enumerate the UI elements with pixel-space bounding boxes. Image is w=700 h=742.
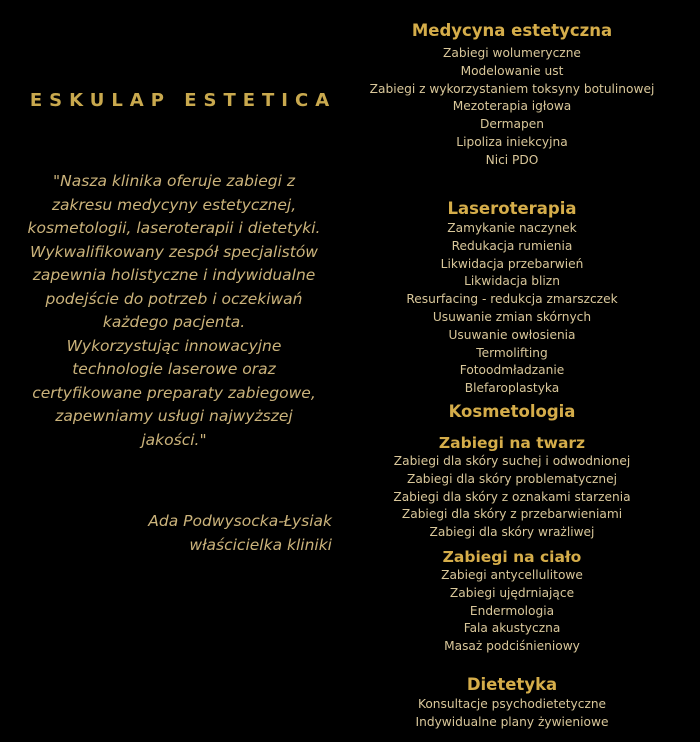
service-item: Zabiegi wolumeryczne xyxy=(443,46,581,60)
service-item: Usuwanie owłosienia xyxy=(448,327,576,342)
section-laseroterapia xyxy=(356,198,668,398)
clinic-quote xyxy=(14,170,334,452)
author-name: Ada Podwysocka-Łysiak xyxy=(148,512,332,530)
service-item: Likwidacja przebarwień xyxy=(440,256,584,271)
quote-line: każdego pacjenta. xyxy=(102,313,246,331)
quote-line: podejście do potrzeb i oczekiwań xyxy=(45,289,303,308)
service-item: Zabiegi dla skóry wrażliwej xyxy=(429,525,595,540)
section-dietetyka xyxy=(356,674,668,732)
service-item: Blefaroplastyka xyxy=(464,381,560,396)
quote-line: "Nasza klinika oferuje zabiegi z xyxy=(53,172,295,190)
brand-title: ESKULAP ESTETICA xyxy=(29,90,337,111)
quote-line: zapewniamy usługi najwyższej xyxy=(55,407,293,425)
service-item: Nici PDO xyxy=(485,152,539,167)
service-item: Redukacja rumienia xyxy=(451,238,573,253)
service-item: Modelowanie ust xyxy=(460,63,564,78)
service-item: Dermapen xyxy=(480,117,544,132)
subsection-title: Zabiegi na ciało xyxy=(442,548,582,566)
subsection-title: Zabiegi na twarz xyxy=(438,434,586,452)
service-item: Mezoterapia igłowa xyxy=(452,99,572,114)
quote-line: Wykorzystując innowacyjne xyxy=(66,336,282,355)
quote-line: technologie laserowe oraz xyxy=(72,360,276,378)
service-item: Zabiegi dla skóry problematycznej xyxy=(406,471,618,486)
service-item: Zabiegi dla skóry z przebarwieniami xyxy=(401,507,623,522)
service-item: Zamykanie naczynek xyxy=(447,221,577,235)
service-item: Masaż podciśnieniowy xyxy=(444,639,580,654)
service-item: Termolifting xyxy=(476,345,548,360)
section-kosmetologia xyxy=(356,401,668,423)
author-role: właścicielka kliniki xyxy=(189,535,332,554)
service-item: Usuwanie zmian skórnych xyxy=(432,309,592,324)
quote-line: certyfikowane preparaty zabiegowe, xyxy=(32,383,316,402)
quote-line: zakresu medycyny estetycznej, xyxy=(51,195,297,214)
service-item: Likwidacja blizn xyxy=(464,274,560,289)
service-item: Zabiegi dla skóry suchej i odwodnionej xyxy=(393,454,631,468)
service-item: Zabiegi ujędrniające xyxy=(449,585,575,600)
quote-line: kosmetologii, laseroterapii i dietetyki. xyxy=(27,219,321,237)
section-title: Medycyna estetyczna xyxy=(411,21,613,40)
quote-signature xyxy=(12,510,332,557)
service-item: Lipoliza iniekcyjna xyxy=(456,134,568,149)
service-item: Fotoodmładzanie xyxy=(459,363,565,378)
service-item: Zabiegi z wykorzystaniem toksyny botulinowej xyxy=(369,81,655,96)
subsection-zabiegi-na-cialo xyxy=(356,547,668,656)
quote-line: jakości." xyxy=(141,430,207,449)
quote-line: Wykwalifikowany zespół specjalistów xyxy=(30,242,318,261)
section-title: Kosmetologia xyxy=(448,402,576,421)
section-title: Dietetyka xyxy=(466,675,558,694)
service-item: Resurfacing - redukcja zmarszczek xyxy=(406,292,618,307)
service-item: Endermologia xyxy=(469,603,555,618)
service-item: Zabiegi dla skóry z oznakami starzenia xyxy=(393,489,631,504)
service-item: Konsultacje psychodietetyczne xyxy=(417,697,607,711)
service-item: Zabiegi antycellulitowe xyxy=(441,568,583,582)
section-title: Laseroterapia xyxy=(447,199,577,218)
service-item: Fala akustyczna xyxy=(463,621,561,636)
quote-line: zapewnia holistyczne i indywidualne xyxy=(32,266,316,284)
service-item: Indywidualne plany żywieniowe xyxy=(415,714,609,729)
section-medycyna-estetyczna xyxy=(356,20,668,170)
subsection-zabiegi-na-twarz xyxy=(356,433,668,542)
